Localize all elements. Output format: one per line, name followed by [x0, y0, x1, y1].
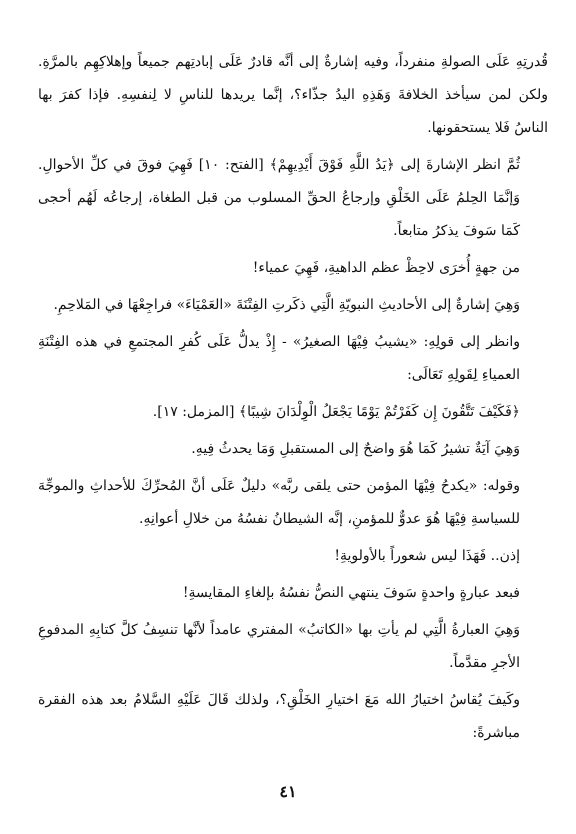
paragraph-1: قُدرتِهِ عَلَى الصولةِ منفرداً، وفيه إشارةٌ إلى أنَّه قادرٌ عَلَى إبادتِهم جميعاً وإهلاكِهِم بالمرَّةِ. ولكن لمن سيأخذ الخلافةَ وَهَذِهِ اليدُ جذّاء؟، إنَّما يريدها للناسِ لا لِنفسِهِ. فإذا كفرَ بها الناسُ فَلا يستحقونها.: [38, 54, 548, 136]
paragraph-2: ثُمَّ انظر الإشارةَ إلى ﴿يَدُ اللَّهِ فَوْقَ أَيْدِيهِمْ﴾ [الفتح: ١٠] فَهِيَ فوقَ في كلِّ الأحوالِ. وَإنَّمَا الحِلمُ عَلَى الخَلْقِ وإرجاعُ الحقِّ المسلوب من قبل الطغاة، إرجاعُه لَهُم أحجى كَمَا سَوفَ يذكرُ متابعاً.: [38, 157, 520, 239]
page-number: ٤١: [279, 782, 297, 801]
paragraph-8: وقوله: «يكدحُ فِيْهَا المؤمن حتى يلقى ربَّه» دليلٌ عَلَى أنَّ المُحرِّكَ للأحداثِ والموجِّهَ للسياسةِ فِيْهَا هُوَ عدوٌّ للمؤمنِ، إنَّه الشيطانُ نفسُهُ من خلالِ أعوانِهِ.: [38, 478, 520, 527]
paragraph-4: وَهِيَ إشارةٌ إلى الأحاديثِ النبويّةِ الَّتِي ذكَرتِ الفِتْنَةَ «العَمْيَاءَ» فراجِعْهَا في المَلاحِمِ.: [53, 297, 520, 313]
paragraph-11: وَهِيَ العبارةُ الَّتِي لم يأتِ بها «الكاتبُ» المفتري عامداً لأنَّها تنسِفُ كلَّ كتابِهِ المدفوعِ الأجرِ مقدَّماً.: [38, 622, 520, 671]
quran-verse: ﴿فَكَيْفَ تَتَّقُونَ إِن كَفَرْتُمْ يَوْمًا يَجْعَلُ الْوِلْدَانَ شِيبًا﴾ [المزمل: ١٧].: [152, 404, 520, 420]
page-body: [38, 46, 548, 754]
paragraph-12: وكَيفَ يُقاسُ اختيارُ الله مَعَ اختيارِ الخَلْقِ؟، ولذلك قَالَ عَلَيْهِ السَّلامُ بعد هذه الفقرة مباشرةً:: [38, 692, 520, 741]
paragraph-9: إذن.. فَهَذَا ليس شعوراً بالأولويةِ!: [334, 548, 520, 564]
paragraph-7: وَهِيَ آيَةٌ تشيرُ كَمَا هُوَ واضحٌ إلى المستقبلِ وَمَا يحدثُ فِيهِ.: [191, 441, 520, 457]
paragraph-5: وانظر إلى قولِهِ: «يشيبُ فِيْهَا الصغيرُ» - إِذْ يدلُّ عَلَى كُفرِ المجتمعِ في هذه الفِتْنَةِ العمياءِ لِقَولِهِ تَعَالَى:: [38, 334, 520, 383]
paragraph-3: من جهةٍ أُخرَى لاحِظْ عظم الداهيةِ، فَهِيَ عمياء!: [252, 260, 520, 276]
paragraph-10: فبعد عبارةٍ واحدةٍ سَوفَ ينتهي النصُّ نفسُهُ بإلغاءِ المقايسةِ!: [182, 585, 520, 601]
